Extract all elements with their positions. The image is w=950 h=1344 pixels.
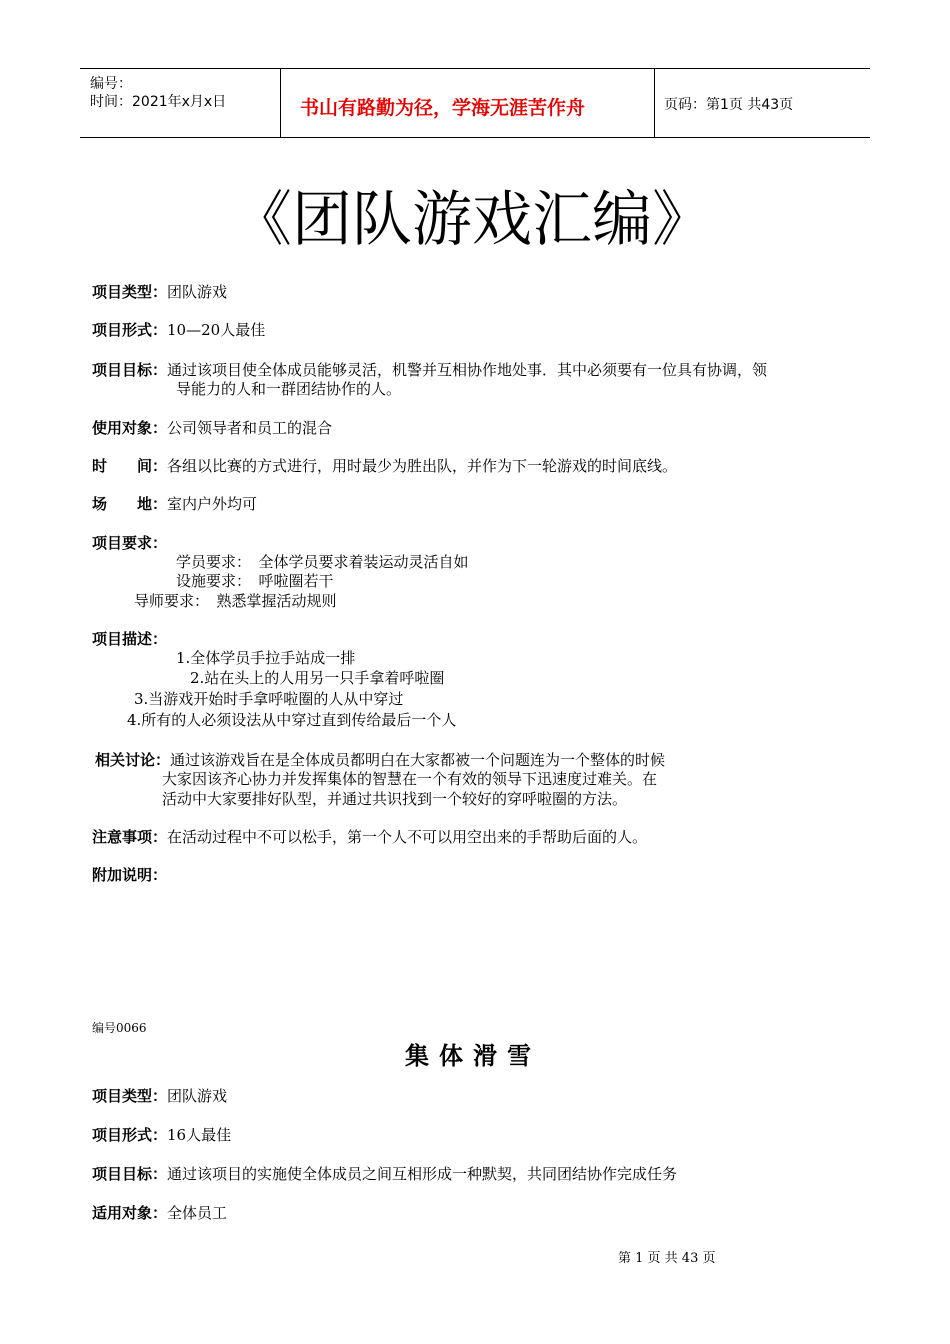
- requirement-line-3: 导师要求： 熟悉掌握活动规则: [134, 592, 337, 610]
- time-label: 时间：2021年x月x日: [90, 94, 227, 110]
- game-title: 集体滑雪: [405, 1041, 541, 1070]
- description-item: 2.站在头上的人用另一只手拿着呼啦圈: [190, 669, 445, 687]
- notes-row: 注意事项：在活动过程中不可以松手，第一个人不可以用空出来的手帮助后面的人。: [92, 828, 648, 846]
- requirement-label: 项目要求：: [92, 534, 168, 552]
- page-indicator: 页码：第1页 共43页: [664, 97, 794, 113]
- game-number: 编号0066: [92, 1021, 147, 1035]
- goal-line-2: 导能力的人和一群团结协作的人。: [176, 380, 402, 398]
- header-table: [80, 68, 870, 138]
- header-middle-cell: [281, 69, 655, 137]
- goal-row: 项目目标：通过该项目的实施使全体成员之间互相形成一种默契，共同团结协作完成任务: [92, 1165, 678, 1183]
- description-label: 项目描述：: [92, 630, 168, 648]
- time-row: 时 间：各组以比赛的方式进行，用时最少为胜出队，并作为下一轮游戏的时间底线。: [92, 457, 678, 475]
- description-item: 1.全体学员手拉手站成一排: [176, 649, 356, 667]
- document-title: 《团队游戏汇编》: [232, 185, 712, 255]
- requirement-line-2: 设施要求： 呼啦圈若干: [176, 572, 334, 590]
- venue-row: 场 地：室内户外均可: [92, 495, 258, 513]
- header-left-cell: [80, 69, 281, 137]
- form-row: 项目形式：10—20人最佳: [92, 321, 266, 339]
- description-item: 4.所有的人必须设法从中穿过直到传给最后一个人: [127, 711, 457, 729]
- additional-notes-label: 附加说明：: [92, 866, 168, 884]
- type-row: 项目类型：团队游戏: [92, 1087, 228, 1105]
- target-row: 适用对象：全体员工: [92, 1204, 228, 1222]
- description-item: 3.当游戏开始时手拿呼啦圈的人从中穿过: [134, 690, 404, 708]
- requirement-line-1: 学员要求： 全体学员要求着装运动灵活自如: [176, 553, 469, 571]
- discussion-line-3: 活动中大家要排好队型，并通过共识找到一个较好的穿呼啦圈的方法。: [162, 790, 628, 808]
- form-row: 项目形式：16人最佳: [92, 1126, 232, 1144]
- discussion-row: 相关讨论：通过该游戏旨在是全体成员都明白在大家都被一个问题连为一个整体的时候: [95, 751, 666, 769]
- number-label: 编号：: [90, 76, 132, 92]
- discussion-line-2: 大家因该齐心协力并发挥集体的智慧在一个有效的领导下迅速度过难关。在: [162, 770, 658, 788]
- type-row: 项目类型：团队游戏: [92, 283, 228, 301]
- page-footer: 第 1 页 共 43 页: [618, 1251, 716, 1266]
- target-row: 使用对象：公司领导者和员工的混合: [92, 419, 333, 437]
- goal-row: 项目目标：通过该项目使全体成员能够灵活，机警并互相协作地处事．其中必须要有一位具有协调，领: [92, 361, 768, 379]
- motto: 书山有路勤为径，学海无涯苦作舟: [300, 97, 586, 119]
- header-right-cell: [655, 69, 870, 137]
